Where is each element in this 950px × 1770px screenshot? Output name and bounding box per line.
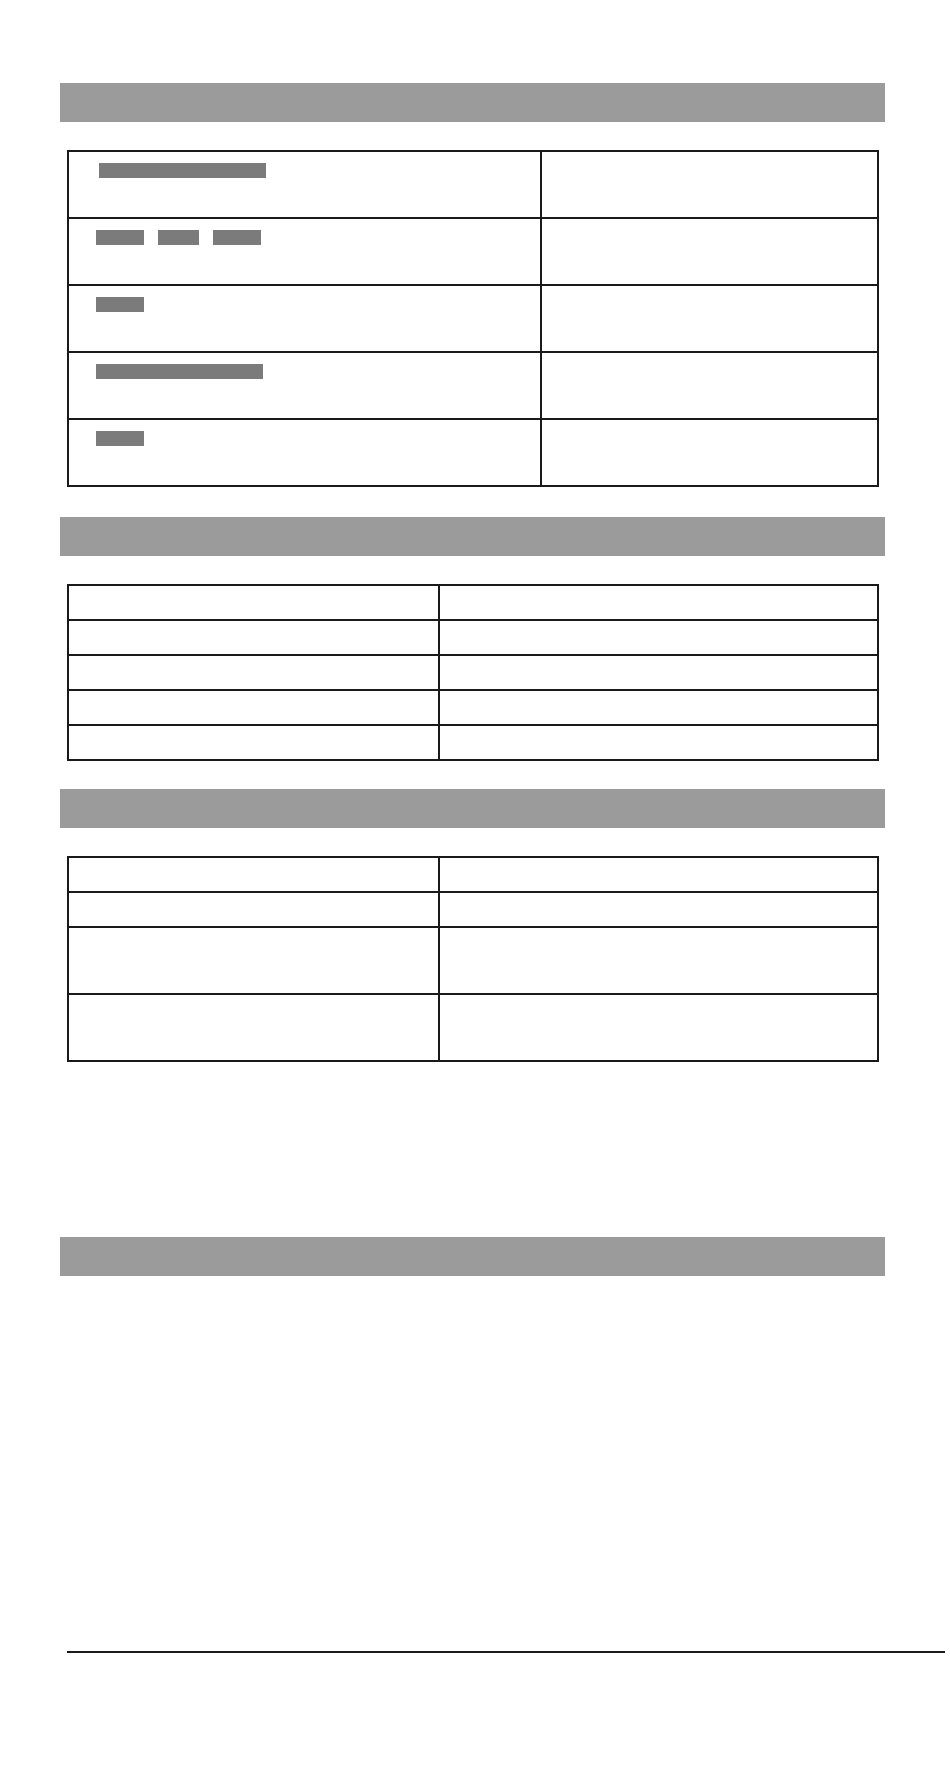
- table-cell-value: [541, 352, 878, 419]
- details-table-2: [67, 584, 879, 761]
- redacted-text-block: [158, 230, 199, 245]
- redacted-text-block: [96, 364, 263, 379]
- table-cell-value: [439, 620, 878, 655]
- table-cell-value: [439, 892, 878, 927]
- table-row: [68, 620, 878, 655]
- table-row: [68, 218, 878, 285]
- table-row: [68, 419, 878, 486]
- table-cell-label: [68, 151, 541, 218]
- table-cell-value: [439, 585, 878, 620]
- table-cell-value: [541, 419, 878, 486]
- table-row: [68, 655, 878, 690]
- table-cell-value: [439, 927, 878, 994]
- details-table-1: [67, 150, 879, 487]
- table-cell-label: [68, 620, 439, 655]
- section-header-1: [60, 83, 885, 122]
- section-header-2: [60, 517, 885, 556]
- table-cell-label: [68, 352, 541, 419]
- table-row: [68, 994, 878, 1061]
- table-cell-value: [541, 218, 878, 285]
- section-header-4: [60, 1237, 885, 1276]
- details-table-3: [67, 856, 879, 1062]
- table-row: [68, 352, 878, 419]
- table-row: [68, 725, 878, 760]
- table-cell-label: [68, 285, 541, 352]
- table-cell-value: [439, 725, 878, 760]
- table-row: [68, 892, 878, 927]
- table-cell-value: [541, 151, 878, 218]
- table-row: [68, 690, 878, 725]
- table-cell-label: [68, 994, 439, 1061]
- table-cell-label: [68, 585, 439, 620]
- table-cell-label: [68, 857, 439, 892]
- section-header-3: [60, 789, 885, 828]
- table-row: [68, 285, 878, 352]
- table-cell-value: [439, 690, 878, 725]
- footer-rule: [67, 1651, 945, 1653]
- table-row: [68, 927, 878, 994]
- table-cell-label: [68, 927, 439, 994]
- table-row: [68, 585, 878, 620]
- table-cell-label: [68, 655, 439, 690]
- table-cell-label: [68, 725, 439, 760]
- table-cell-value: [439, 857, 878, 892]
- redacted-text-block: [96, 230, 144, 245]
- table-cell-label: [68, 892, 439, 927]
- redacted-text-block: [99, 163, 266, 178]
- table-cell-label: [68, 419, 541, 486]
- table-cell-label: [68, 690, 439, 725]
- redacted-text-block: [96, 431, 144, 446]
- redacted-text-block: [213, 230, 261, 245]
- table-cell-value: [439, 994, 878, 1061]
- redacted-text-block: [96, 297, 144, 312]
- table-cell-value: [541, 285, 878, 352]
- table-cell-value: [439, 655, 878, 690]
- table-row: [68, 857, 878, 892]
- table-cell-label: [68, 218, 541, 285]
- table-row: [68, 151, 878, 218]
